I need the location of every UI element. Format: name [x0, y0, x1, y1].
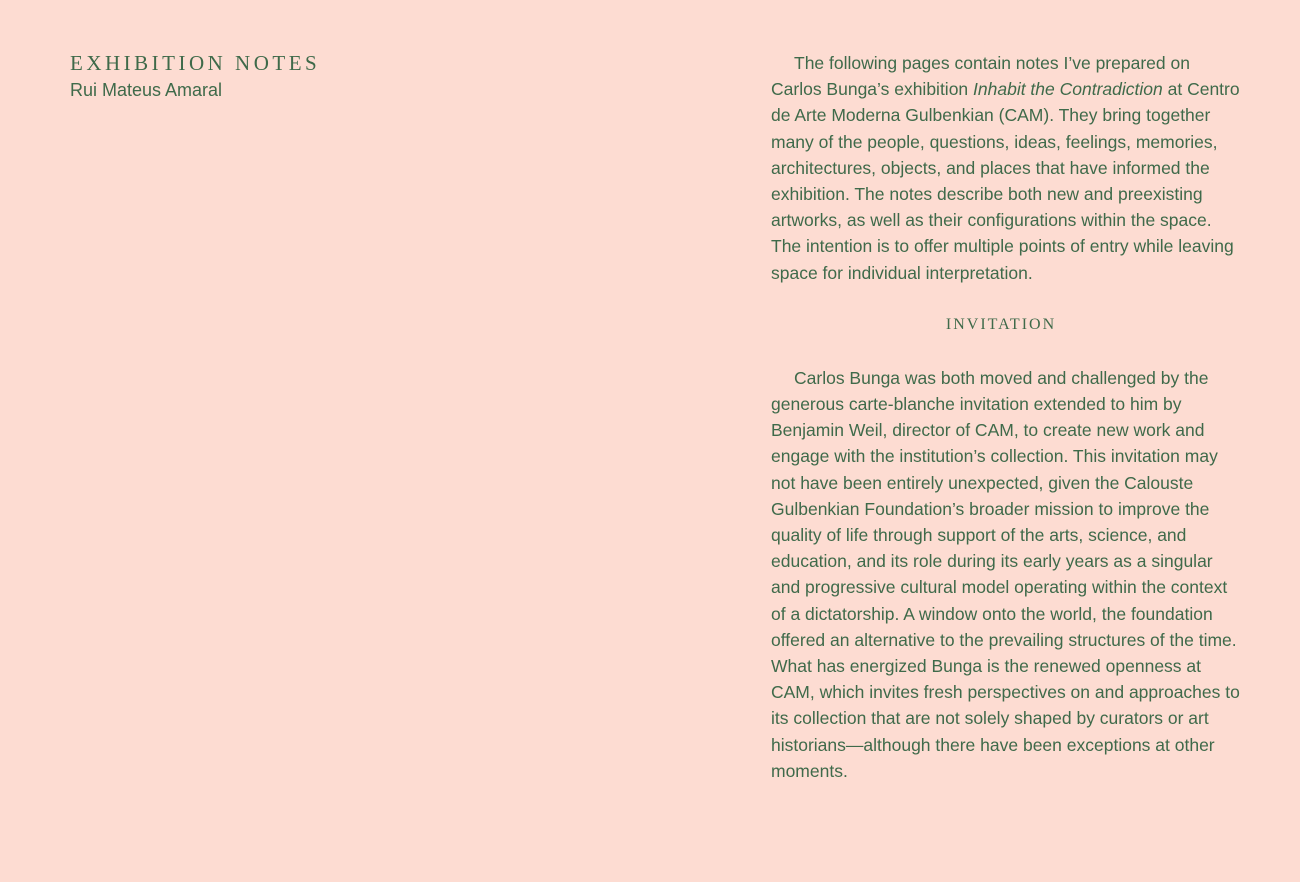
page-header	[70, 50, 320, 103]
intro-text-before: The following pages contain notes I’ve prepared on Carlos Bunga’s exhibition	[771, 53, 1190, 100]
intro-paragraph	[771, 50, 1241, 286]
section-paragraph: Carlos Bunga was both moved and challenged by the generous carte-blanche invitation extended to him by Benjamin Weil, director of CAM, to create new work and engage with the institution’s collection. This invitation may not have been entirely unexpected, given the Calouste Gulbenkian Foundation’s broader mission to improve the quality of life through support of the arts, science, and education, and its role during its early years as a singular and progressive cultural model operating within the context of a dictatorship. A window onto the world, the foundation offered an alternative to the prevailing structures of the time. What has energized Bunga is the renewed openness at CAM, which invites fresh perspectives on and approaches to its collection that are not solely shaped by curators or art historians—although there have been exceptions at other moments.	[771, 367, 1240, 781]
intro-text-after: at Centro de Arte Moderna Gulbenkian (CAM). They bring together many of the people, questions, ideas, feelings, memories, architectures, objects, and places that have informed the exhibition. The notes describe both new and preexisting artworks, as well as their configurations within the space. The intention is to offer multiple points of entry while leaving space for individual interpretation.	[771, 79, 1240, 283]
author-name: Rui Mateus Amaral	[70, 80, 223, 100]
document-title: EXHIBITION NOTES	[70, 51, 321, 75]
text-column	[771, 50, 1241, 784]
section-heading: INVITATION	[945, 315, 1057, 333]
exhibition-title: Inhabit the Contradiction	[973, 79, 1163, 100]
